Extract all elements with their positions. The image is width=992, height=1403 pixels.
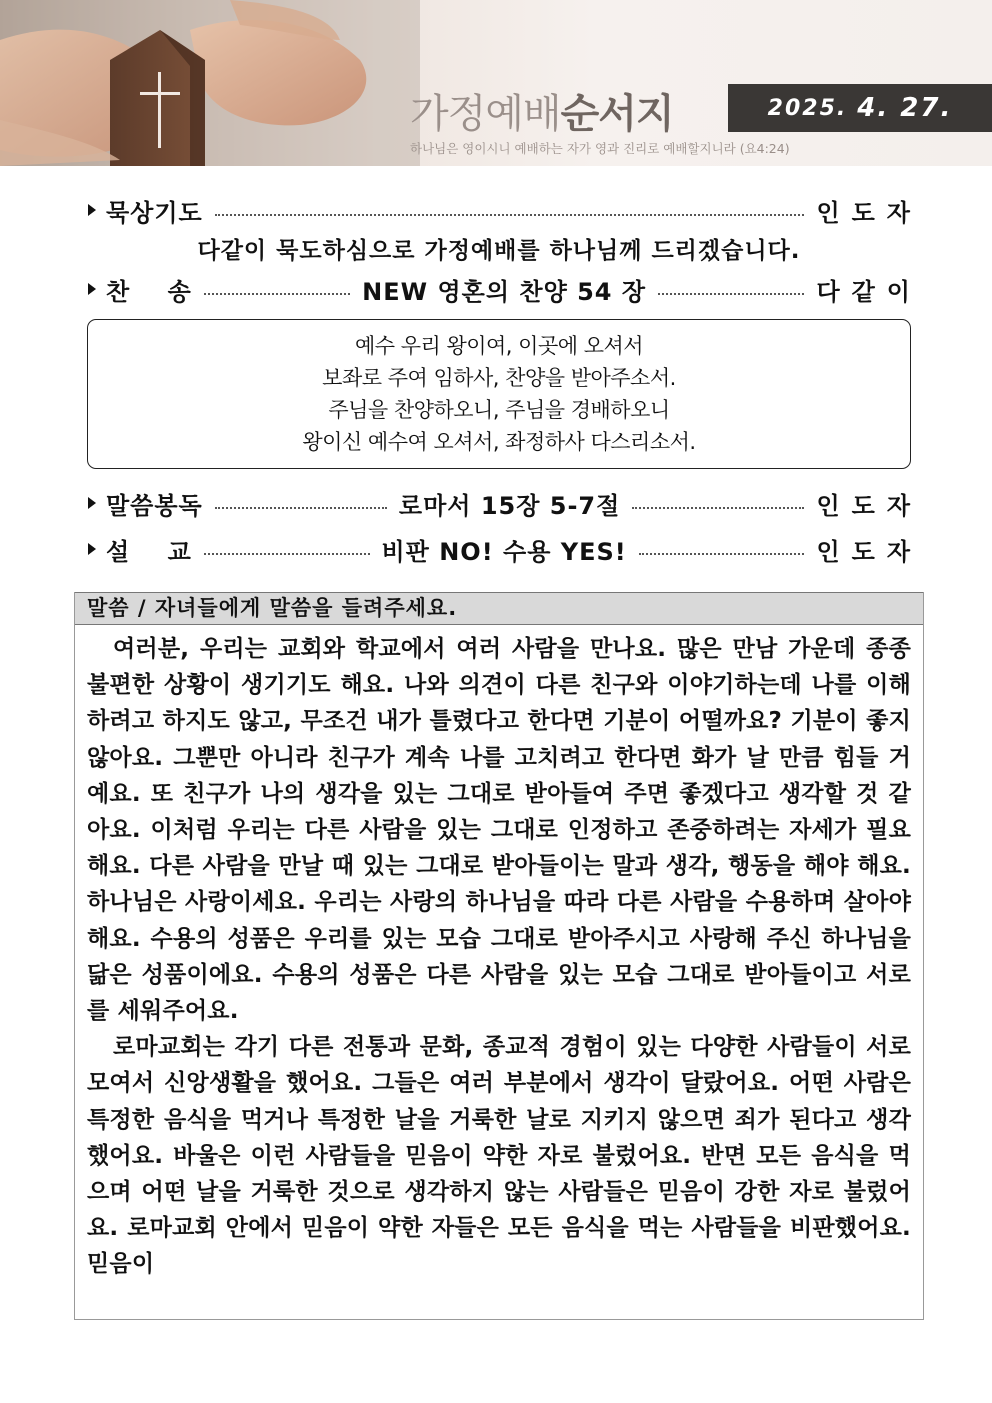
date-badge (728, 84, 992, 132)
subtitle-verse: 하나님은 영이시니 예배하는 자가 영과 진리로 예배할지니라 (요4:24) (410, 141, 790, 156)
bullet-triangle-icon (88, 497, 96, 509)
order-content: 비판 NO! 수용 YES! (381, 537, 627, 566)
hands-house-illustration (0, 0, 420, 166)
date-month-day: 4. 27. (857, 93, 953, 123)
bullet-triangle-icon (88, 543, 96, 555)
lyric-line: 보좌로 주여 임하사, 찬양을 받아주소서. (322, 366, 676, 390)
order-row-meditation (88, 193, 922, 227)
lyric-line: 왕이신 예수여 오셔서, 좌정하사 다스리소서. (302, 430, 696, 454)
sermon-body (75, 625, 923, 1283)
order-content: 로마서 15장 5-7절 (398, 491, 621, 520)
order-row-sermon (88, 532, 923, 566)
leader-dots (215, 214, 805, 216)
leader-dots (639, 553, 805, 555)
order-leader: 인도자 (816, 537, 923, 566)
order-label: 설 교 (106, 537, 192, 566)
title-light: 가정예배 (410, 91, 561, 137)
title-bold: 순서지 (560, 91, 674, 137)
lyric-line: 주님을 찬양하오니, 주님을 경배하오니 (328, 398, 670, 422)
bullet-triangle-icon (88, 283, 96, 295)
leader-dots (204, 553, 370, 555)
hymn-lyrics-box (87, 319, 911, 469)
order-leader: 다같이 (816, 277, 922, 306)
date-year: 2025. (767, 95, 848, 121)
page-title (410, 82, 673, 139)
bullet-triangle-icon (88, 204, 96, 216)
sermon-paragraph: 여러분, 우리는 교회와 학교에서 여러 사람을 만나요. 많은 만남 가운데 종종 불편한 상황이 생기기도 해요. 나와 의견이 다른 친구와 이야기하는데 나를 이해하려고 하지도 않고, 무조건 내가 틀렸다고 한다면 기분이 어떨까요? 기분이 좋지 않아요. 그뿐만 아니라 친구가 계속 나를 고치려고 한다면 화가 날 만큼 힘들 거예요. 또 친구가 나의 생각을 있는 그대로 받아들여 주면 좋겠다고 생각할 것 같아요. 이처럼 우리는 다른 사람을 있는 그대로 인정하고 존중하려는 자세가 필요해요. 다른 사람을 만날 때 있는 그대로 받아들이는 말과 생각, 행동을 해야 해요. 하나님은 사랑이세요. 우리는 사랑의 하나님을 따라 다른 사람을 수용하며 살아야 해요. 수용의 성품은 우리를 있는 모습 그대로 받아주시고 사랑해 주신 하나님을 닮은 성품이에요. 수용의 성품은 다른 사람을 있는 모습 그대로 받아들이고 서로를 세워주어요. (87, 636, 911, 1025)
leader-dots (632, 507, 804, 509)
leader-dots (658, 293, 804, 295)
lyric-line: 예수 우리 왕이여, 이곳에 오셔서 (354, 334, 644, 358)
sermon-heading: 말씀 / 자녀들에게 말씀을 들려주세요. (75, 592, 923, 625)
order-content: NEW 영혼의 찬양 54 장 (362, 277, 647, 306)
header-banner (0, 0, 992, 166)
sermon-section (74, 592, 924, 1320)
order-label: 묵상기도 (106, 198, 203, 227)
order-label: 찬 송 (106, 277, 192, 306)
cross-icon (158, 72, 161, 148)
sermon-paragraph: 로마교회는 각기 다른 전통과 문화, 종교적 경험이 있는 다양한 사람들이 서로 모여서 신앙생활을 했어요. 그들은 여러 부분에서 생각이 달랐어요. 어떤 사람은 특정한 음식을 먹거나 특정한 날을 거룩한 날로 지키지 않으면 죄가 된다고 생각했어요. 바울은 이런 사람들을 믿음이 약한 자로 불렀어요. 반면 모든 음식을 먹으며 어떤 날을 거룩한 것으로 생각하지 않는 사람들은 믿음이 강한 자로 불렀어요. 로마교회 안에서 믿음이 약한 자들은 모든 음식을 먹는 사람들을 비판했어요. 믿음이 (87, 1034, 911, 1278)
order-row-hymn (88, 272, 922, 306)
leader-dots (204, 293, 350, 295)
order-row-reading (88, 486, 923, 520)
order-leader: 인도자 (816, 491, 923, 520)
order-label: 말씀봉독 (106, 491, 203, 520)
meditation-text: 다같이 묵도하심으로 가정예배를 하나님께 드리겠습니다. (197, 238, 801, 264)
order-leader: 인도자 (816, 198, 922, 227)
leader-dots (215, 507, 387, 509)
